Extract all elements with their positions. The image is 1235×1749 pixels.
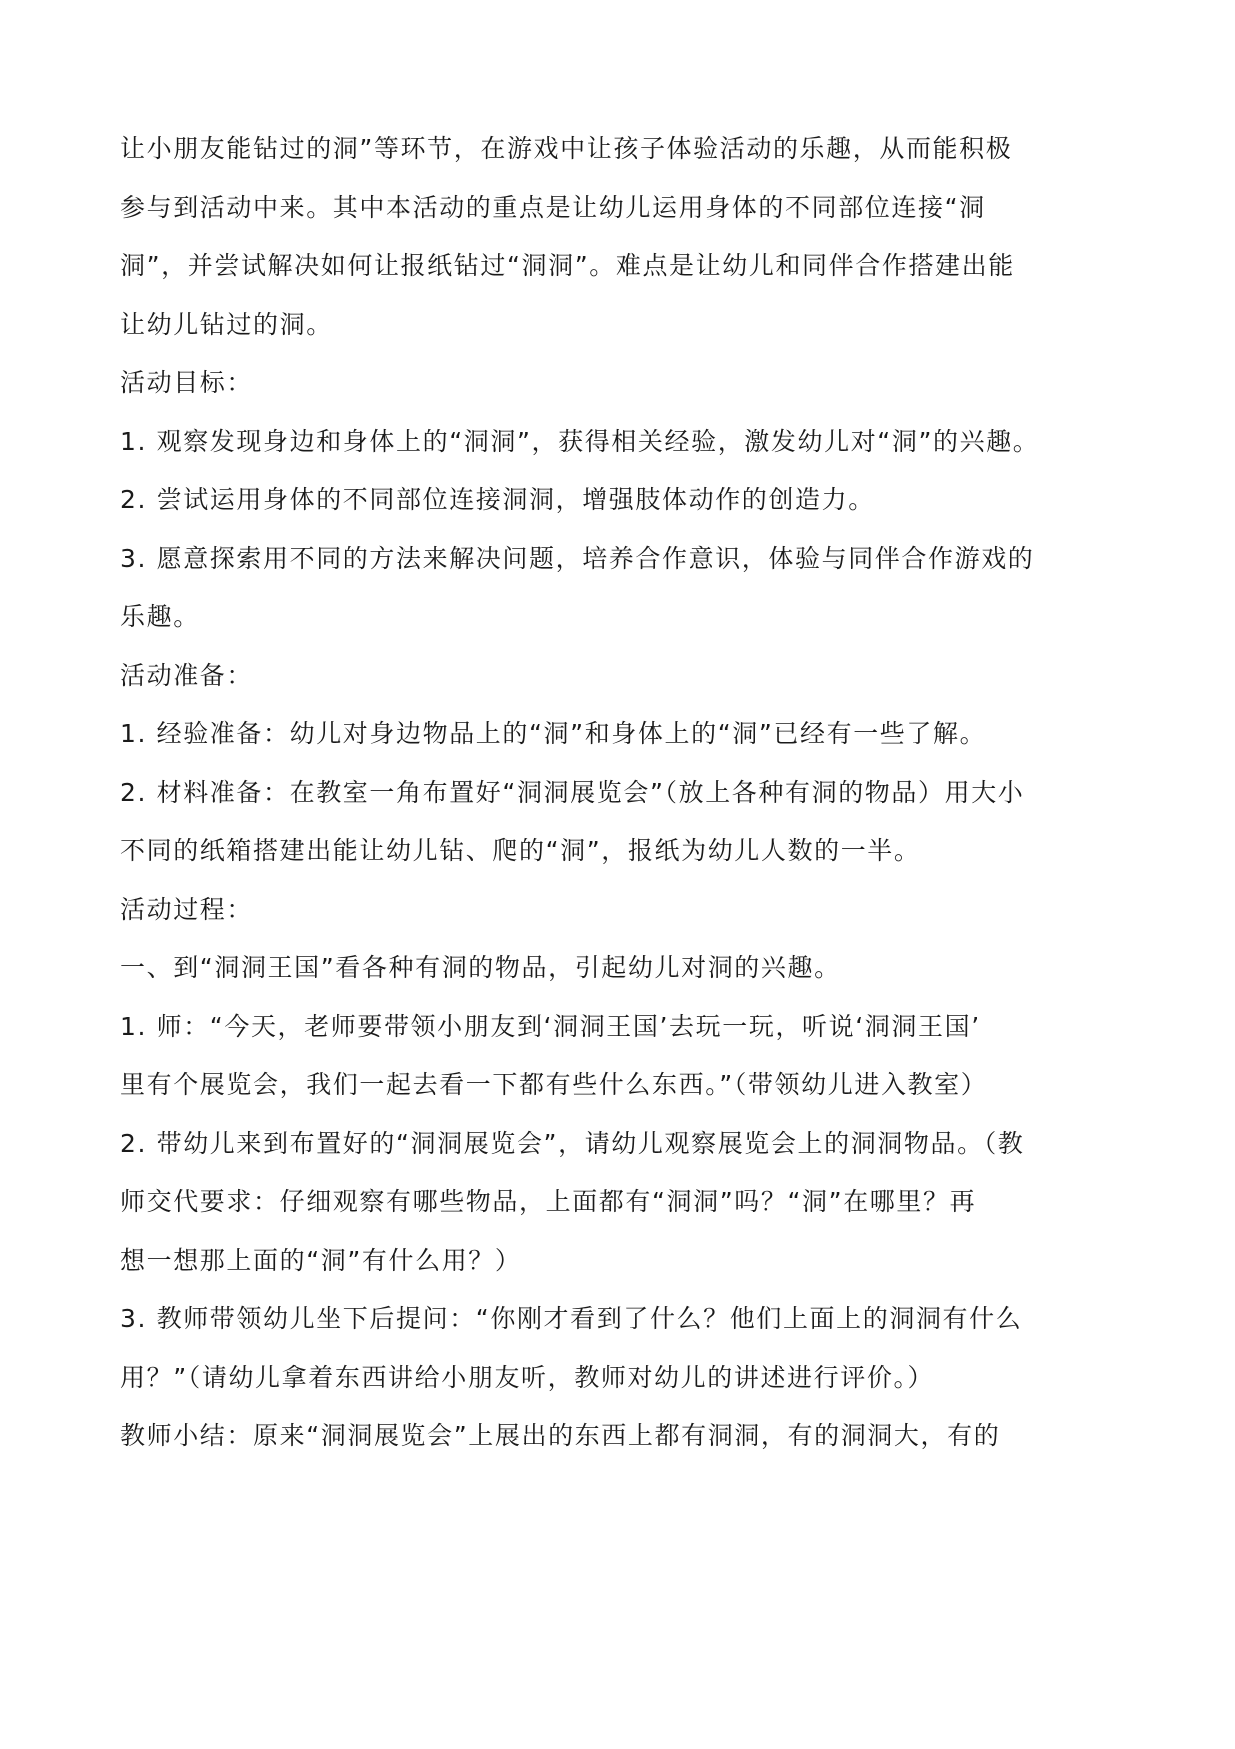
list-item: 1. 观察发现身边和身体上的“洞洞”，获得相关经验，激发幼儿对“洞”的兴趣。 — [120, 426, 1040, 456]
list-item: 2. 带幼儿来到布置好的“洞洞展览会”，请幼儿观察展览会上的洞洞物品。（教 — [120, 1128, 1025, 1158]
list-item: 1. 师：“今天，老师要带领小朋友到‘洞洞王国’去玩一玩，听说‘洞洞王国’ — [120, 1011, 981, 1041]
document-page — [120, 120, 1120, 1466]
list-item: 3. 愿意探索用不同的方法来解决问题，培养合作意识，体验与同伴合作游戏的 — [120, 543, 1035, 573]
text-line: 不同的纸箱搭建出能让幼儿钻、爬的“洞”，报纸为幼儿人数的一半。 — [120, 836, 921, 865]
text-line: 参与到活动中来。其中本活动的重点是让幼儿运用身体的不同部位连接“洞 — [120, 192, 986, 222]
list-item: 2. 尝试运用身体的不同部位连接洞洞，增强肢体动作的创造力。 — [120, 485, 875, 514]
list-item: 1. 经验准备：幼儿对身边物品上的“洞”和身体上的“洞”已经有一些了解。 — [120, 719, 987, 748]
text-line: 用？”（请幼儿拿着东西讲给小朋友听，教师对幼儿的讲述进行评价。） — [120, 1362, 935, 1392]
section-heading: 活动准备： — [120, 660, 254, 690]
text-line: 想一想那上面的“洞”有什么用？） — [120, 1245, 522, 1275]
section-heading: 活动过程： — [120, 894, 254, 924]
text-line: 教师小结：原来“洞洞展览会”上展出的东西上都有洞洞，有的洞洞大，有的 — [120, 1421, 1001, 1450]
text-line: 师交代要求：仔细观察有哪些物品，上面都有“洞洞”吗？“洞”在哪里？再 — [120, 1187, 977, 1216]
text-line: 洞”，并尝试解决如何让报纸钻过“洞洞”。难点是让幼儿和同伴合作搭建出能 — [120, 251, 1015, 280]
text-line: 让小朋友能钻过的洞”等环节，在游戏中让孩子体验活动的乐趣，从而能积极 — [120, 134, 1013, 163]
text-line: 让幼儿钻过的洞。 — [120, 309, 333, 339]
text-line: 乐趣。 — [120, 602, 200, 631]
text-line: 里有个展览会，我们一起去看一下都有些什么东西。”（带领幼儿进入教室） — [120, 1070, 988, 1099]
list-item: 2. 材料准备：在教室一角布置好“洞洞展览会”（放上各种有洞的物品）用大小 — [120, 777, 1025, 807]
subsection-heading: 一、到“洞洞王国”看各种有洞的物品，引起幼儿对洞的兴趣。 — [120, 953, 841, 982]
list-item: 3. 教师带领幼儿坐下后提问：“你刚才看到了什么？他们上面上的洞洞有什么 — [120, 1304, 1023, 1333]
section-heading: 活动目标： — [120, 368, 254, 397]
